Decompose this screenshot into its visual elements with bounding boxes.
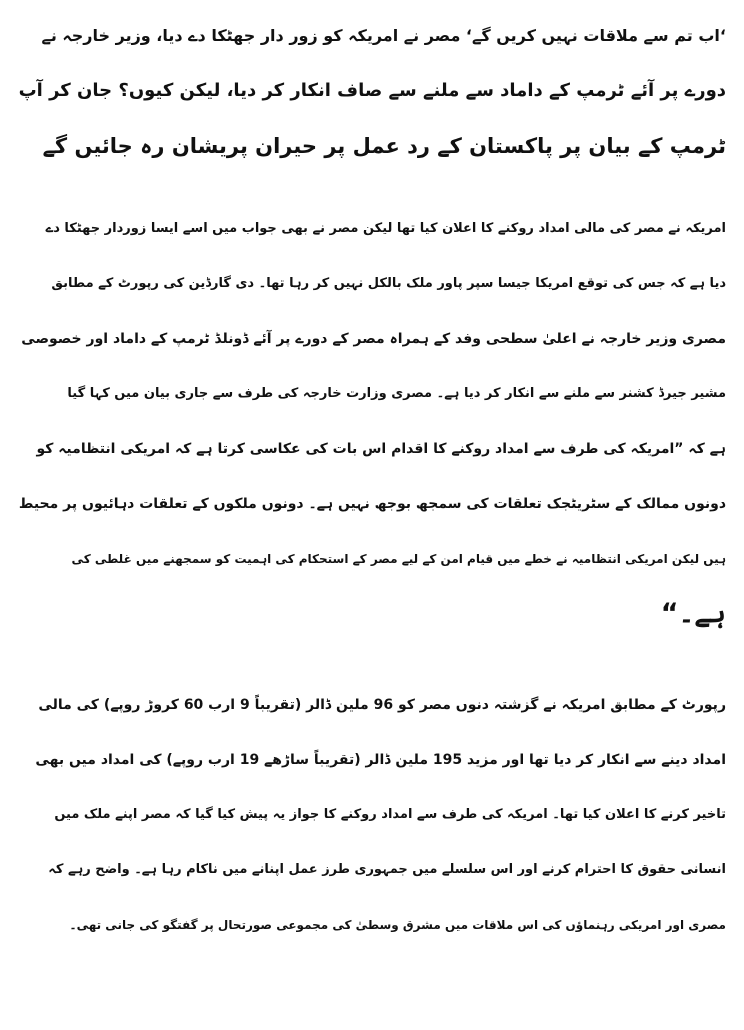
paragraph-line: دیا ہے کہ جس کی توقع امریکا جیسا سپر پاور ملک بالکل نہیں کر رہا تھا۔ دی گارڈین کی رپورٹ کے مطابق bbox=[51, 276, 726, 291]
headline-line: ‘اب تم سے ملاقات نہیں کریں گے‘ مصر نے امریکہ کو زور دار جھٹکا دے دیا، وزیر خارجہ نے bbox=[41, 26, 726, 45]
paragraph-line: دونوں ممالک کے سٹریٹجک تعلقات کی سمجھ بوجھ نہیں ہے۔ دونوں ملکوں کے تعلقات دہائیوں پر محیط bbox=[18, 496, 726, 512]
paragraph-line: تاخیر کرنے کا اعلان کیا تھا۔ امریکہ کی طرف سے امداد روکنے کا جواز یہ پیش کیا گیا کہ مصر اپنے ملک میں bbox=[54, 807, 726, 822]
paragraph-line: ہے۔“ bbox=[660, 598, 726, 629]
paragraph-line: ہے کہ ”امریکہ کی طرف سے امداد روکنے کا اقدام اس بات کی عکاسی کرتا ہے کہ امریکی انتظامیہ کو bbox=[36, 441, 726, 457]
paragraph-line: امریکہ نے مصر کی مالی امداد روکنے کا اعلان کیا تھا لیکن مصر نے بھی جواب میں اسے ایسا زوردار جھٹکا دے bbox=[45, 221, 726, 236]
paragraph-line: ہیں لیکن امریکی انتظامیہ نے خطے میں قیام امن کے لیے مصر کے استحکام کی اہمیت کو سمجھنے میں غلطی کی bbox=[71, 552, 726, 566]
headline-line: ٹرمپ کے بیان پر پاکستان کے رد عمل پر حیران پریشان رہ جائیں گے bbox=[42, 134, 726, 158]
paragraph-line: امداد دینے سے انکار کر دیا تھا اور مزید 195 ملین ڈالر (تقریباً ساڑھے 19 ارب روپے) کی امداد میں بھی bbox=[35, 752, 726, 768]
paragraph-line: انسانی حقوق کا احترام کرنے اور اس سلسلے میں جمہوری طرز عمل اپنانے میں ناکام رہا ہے۔ واضح رہے کہ bbox=[48, 862, 726, 877]
paragraph-line: رپورٹ کے مطابق امریکہ نے گزشتہ دنوں مصر کو 96 ملین ڈالر (تقریباً 9 ارب 60 کروڑ روپے) کی مالی bbox=[38, 697, 726, 713]
paragraph-line: مشیر جیرڈ کشنر سے ملنے سے انکار کر دیا ہے۔ مصری وزارت خارجہ کی طرف سے جاری بیان میں کہا گیا bbox=[67, 386, 726, 401]
headline-line: دورے پر آئے ٹرمپ کے داماد سے ملنے سے صاف انکار کر دیا، لیکن کیوں؟ جان کر آپ bbox=[18, 80, 726, 101]
paragraph-line: مصری وزیر خارجہ نے اعلیٰ سطحی وفد کے ہمراہ مصر کے دورے پر آئے ڈونلڈ ٹرمپ کے داماد اور خصوصی bbox=[21, 331, 726, 347]
paragraph-line: مصری اور امریکی رہنماؤں کی اس ملاقات میں مشرق وسطیٰ کی مجموعی صورتحال پر گفتگو کی جانی تھی۔ bbox=[69, 918, 726, 932]
